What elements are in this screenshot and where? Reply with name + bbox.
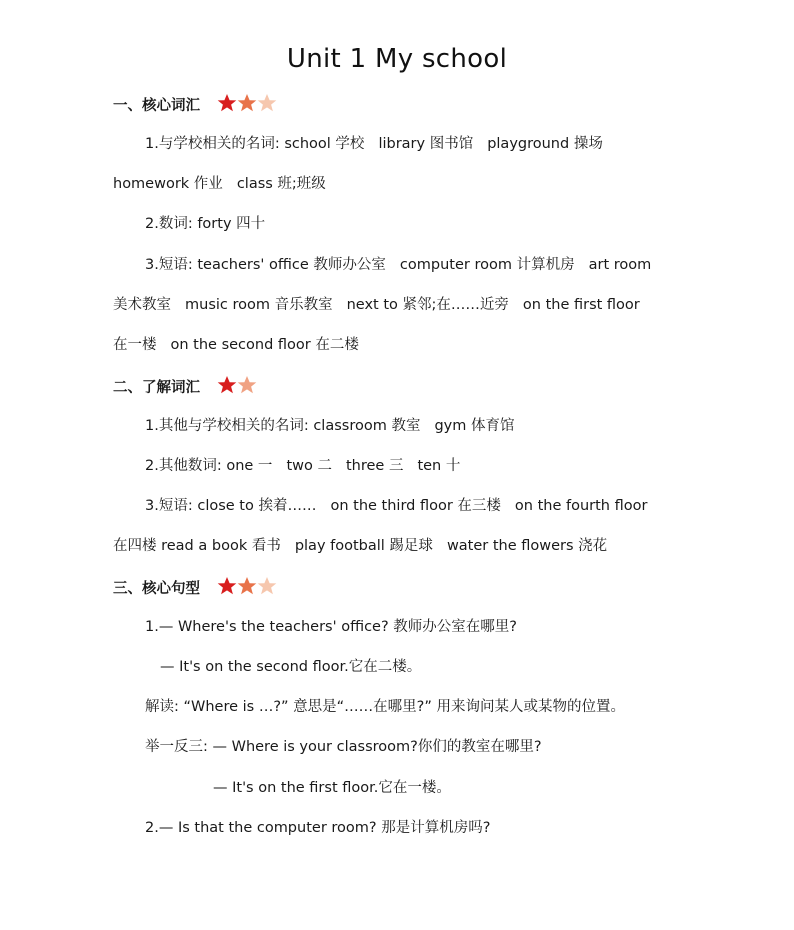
text-line (145, 255, 651, 275)
star-icon (238, 577, 257, 594)
vocab-item: on the second floor 在二楼 (170, 337, 359, 353)
text-line (113, 536, 607, 556)
vocab-item: 美术教室 (113, 297, 171, 313)
section-heading-text: 三、核心句型 (113, 581, 200, 597)
vocab-item: computer room 计算机房 (399, 257, 575, 273)
vocab-item: school 学校 (284, 136, 365, 152)
section-heading-text: 一、核心词汇 (113, 98, 200, 114)
star-half-icon (258, 94, 277, 111)
question-line: 2.— Is that the computer room? 那是计算机房吗? (145, 820, 491, 836)
question-line: 1.— Where's the teachers' office? 教师办公室在哪里? (145, 619, 517, 635)
vocab-item: water the flowers 浇花 (446, 538, 608, 554)
rating-stars (217, 576, 279, 596)
section-heading-core-vocab (113, 93, 279, 116)
star-icon (218, 94, 237, 111)
rating-stars (217, 93, 279, 113)
star-half-icon (258, 577, 277, 594)
vocab-item: next to 紧邻;在……近旁 (346, 297, 509, 313)
text-line: 2.数词: forty 四十 (145, 216, 266, 232)
text-line (113, 335, 359, 355)
section-heading-core-sentences (113, 576, 279, 599)
vocab-item: 在一楼 (113, 337, 157, 353)
vocab-item: music room 音乐教室 (185, 297, 333, 313)
vocab-item: one 一 (226, 458, 273, 474)
line-prefix: 1.与学校相关的名词: (145, 136, 285, 152)
star-half-icon (238, 376, 257, 393)
vocab-item: on the first floor (522, 297, 640, 313)
vocab-item: ten 十 (417, 458, 461, 474)
vocab-item: library 图书馆 (378, 136, 474, 152)
line-prefix: 2.其他数词: (145, 458, 227, 474)
vocab-item: 在四楼 read a book 看书 (113, 538, 281, 554)
text-line (145, 416, 514, 436)
vocab-item: teachers' office 教师办公室 (197, 257, 386, 273)
section-heading-text: 二、了解词汇 (113, 380, 200, 396)
example-question-line: 举一反三: — Where is your classroom?你们的教室在哪里? (145, 739, 542, 755)
vocab-item: gym 体育馆 (434, 418, 515, 434)
text-line (145, 456, 460, 476)
vocab-item: 1.其他与学校相关的名词: classroom 教室 (145, 418, 421, 434)
vocab-item: art room (588, 257, 652, 273)
line-prefix: 3.短语: (145, 257, 198, 273)
vocab-item: class 班;班级 (236, 176, 326, 192)
rating-stars (217, 375, 259, 395)
explanation-line: 解读: “Where is …?” 意思是“……在哪里?” 用来询问某人或某物的位置。 (145, 699, 625, 715)
vocab-item: three 三 (345, 458, 404, 474)
vocab-item: playground 操场 (487, 136, 603, 152)
line-prefix: 3.短语: (145, 498, 198, 514)
page-title: Unit 1 My school (286, 44, 508, 74)
star-icon (218, 376, 237, 393)
vocab-item: on the third floor 在三楼 (330, 498, 501, 514)
vocab-item: homework 作业 (113, 176, 223, 192)
vocab-item: two 二 (286, 458, 332, 474)
example-answer-line: — It's on the first floor.它在一楼。 (213, 780, 451, 796)
text-line (113, 295, 640, 315)
star-icon (218, 577, 237, 594)
answer-line: — It's on the second floor.它在二楼。 (160, 659, 422, 675)
text-line (113, 174, 326, 194)
vocab-item: play football 踢足球 (294, 538, 433, 554)
section-heading-extra-vocab (113, 375, 259, 398)
text-line (145, 134, 603, 154)
text-line (145, 496, 647, 516)
star-icon (238, 94, 257, 111)
vocab-item: on the fourth floor (514, 498, 648, 514)
vocab-item: close to 挨着…… (197, 498, 317, 514)
